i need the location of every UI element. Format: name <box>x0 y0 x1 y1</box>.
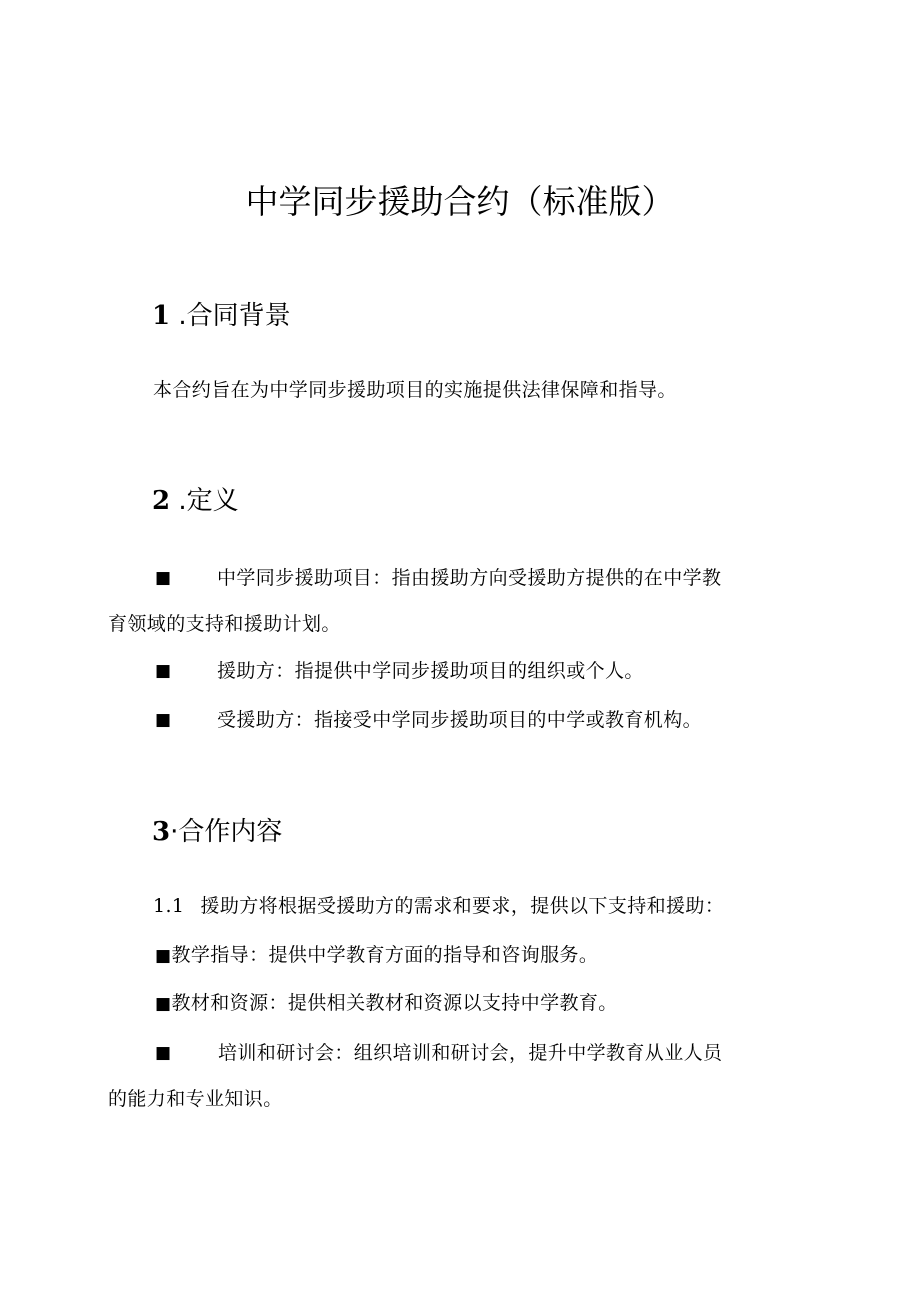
section-1-separator: . <box>170 301 187 331</box>
content-item-1-bullet: ■ <box>155 946 172 966</box>
definition-1-bullet: ■ <box>155 568 172 588</box>
definition-1-line-1: 中学同步援助项目：指由援助方向受援助方提供的在中学教 <box>217 567 722 589</box>
content-item-2-text: 教材和资源：提供相关教材和资源以支持中学教育。 <box>171 992 618 1014</box>
section-2-heading <box>152 481 239 521</box>
section-2-number: 2 <box>152 486 171 516</box>
content-item-1-text: 教学指导：提供中学教育方面的指导和咨询服务。 <box>171 944 599 966</box>
clause-1-1-text: 援助方将根据受援助方的需求和要求，提供以下支持和援助： <box>200 895 725 917</box>
clause-1-1 <box>153 891 724 921</box>
definition-3-text: 受援助方：指接受中学同步援助项目的中学或教育机构。 <box>217 709 703 731</box>
content-item-3-line-2: 的能力和专业知识。 <box>108 1088 283 1110</box>
section-1-heading <box>152 296 291 336</box>
section-3-heading <box>152 812 282 852</box>
definition-2-bullet: ■ <box>155 661 172 681</box>
content-item-3-bullet: ■ <box>155 1043 172 1063</box>
section-3-number: 3 <box>152 817 171 847</box>
section-3-separator: · <box>170 817 179 847</box>
content-item-2-bullet: ■ <box>155 994 172 1014</box>
definition-3-bullet: ■ <box>155 710 172 730</box>
section-1-paragraph: 本合约旨在为中学同步援助项目的实施提供法律保障和指导。 <box>153 379 677 401</box>
section-1-title: 合同背景 <box>186 301 291 331</box>
content-item-2 <box>155 988 618 1019</box>
content-item-3-line-1: 培训和研讨会：组织培训和研讨会，提升中学教育从业人员 <box>218 1042 723 1064</box>
section-2-separator: . <box>170 486 187 516</box>
section-3-title: 合作内容 <box>178 817 283 847</box>
content-item-1 <box>155 940 598 971</box>
section-2-title: 定义 <box>186 486 239 516</box>
definition-1-line-2: 育领域的支持和援助计划。 <box>108 613 341 635</box>
section-1-number: 1 <box>152 301 171 331</box>
clause-1-1-number: 1.1 <box>153 895 185 917</box>
document-title: 中学同步援助合约（标准版） <box>245 182 675 221</box>
definition-2-text: 援助方：指提供中学同步援助项目的组织或个人。 <box>217 660 644 682</box>
